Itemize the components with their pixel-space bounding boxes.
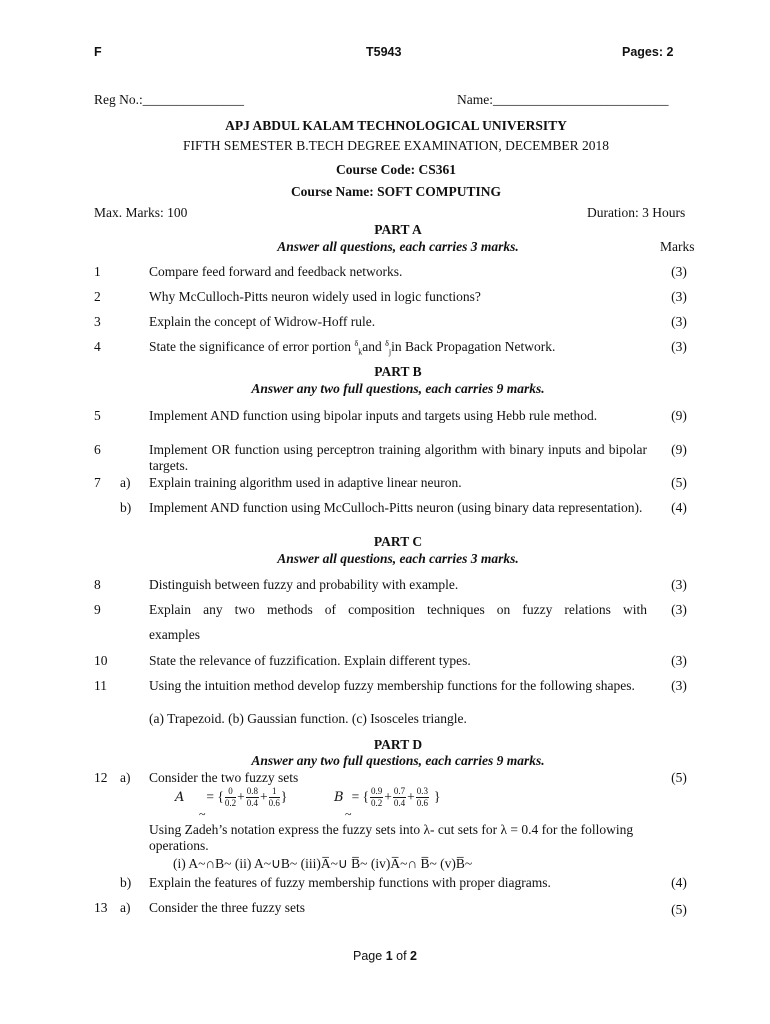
part-c-title: PART C [373,534,423,549]
set-b-term-2: $\frac{0.7}{0.4}$ [393,786,406,808]
name-field: Name:__________________________ [457,92,669,107]
q12a-text: Consider the two fuzzy sets [149,770,299,785]
q10-marks: (3) [671,653,687,668]
part-b-instruction: Answer any two full questions, each carries 9 marks. [251,381,545,396]
q7b-text: Implement AND function using McCulloch-Pitts neuron (using binary data representation). [149,500,643,515]
q13a-label: a) [120,900,131,915]
q7-number: 7 [94,475,101,490]
q7a-text: Explain training algorithm used in adaptive linear neuron. [149,475,462,490]
q13a-text: Consider the three fuzzy sets [149,900,305,915]
part-c-instruction: Answer all questions, each carries 3 marks. [277,551,519,566]
max-marks: Max. Marks: 100 [94,205,188,220]
part-a-instruction: Answer all questions, each carries 3 marks. [277,239,519,254]
fuzzy-set-a: A = { $\frac{0}{0.2}$ + $\frac{0.8}{0.4}$ + $\frac{1}{0.6}$ } [175,786,288,808]
current-page: 1 [385,949,393,963]
total-pages: 2 [410,949,417,963]
part-b-title: PART B [374,364,422,379]
fuzzy-set-b: B = { $\frac{0.9}{0.2}$ + $\frac{0.7}{0.4}$ + $\frac{0.3}{0.6}$ } [334,786,441,808]
q12b-label: b) [120,875,132,890]
q8-marks: (3) [671,577,687,592]
q12a-lambda-text: Using Zadeh’s notation express the fuzzy sets into λ- cut sets for λ = 0.4 for the following operations. [149,822,634,853]
exam-title: FIFTH SEMESTER B.TECH DEGREE EXAMINATION, DECEMBER 2018 [182,138,609,153]
q3-text: Explain the concept of Widrow-Hoff rule. [149,314,376,329]
q9-marks: (3) [671,602,687,617]
q5-number: 5 [94,408,101,423]
q1-text: Compare feed forward and feedback networks. [149,264,403,279]
university-title: APJ ABDUL KALAM TECHNOLOGICAL UNIVERSITY [225,118,567,133]
tilde-b: ~ [345,807,352,821]
q13-number: 13 [94,900,108,915]
q6-text: Implement OR function using perceptron training algorithm with binary inputs and bipolar targets. [149,442,647,473]
q2-text: Why McCulloch-Pitts neuron widely used in logic functions? [149,289,481,304]
delta-k-symbol: δ [354,339,359,348]
q11-marks: (3) [671,678,687,693]
set-a-name: A [175,790,185,806]
q7a-label: a) [120,475,131,490]
q11-text: Using the intuition method develop fuzzy membership functions for the following shapes. [149,678,635,693]
q4-text: State the significance of error portion $^\delta_k$and $^\delta_j$in Back Propagation Network. [149,339,556,357]
q2-marks: (3) [671,289,687,304]
q12a-operations: (i) A~∩B~ (ii) A~∪B~ (iii)A̅~∪ B̅~ (iv)A̅~∩ B̅~ (v)B̅~ [173,856,473,871]
part-d-instruction: Answer any two full questions, each carries 9 marks. [251,753,545,768]
set-b-name: B [334,790,344,806]
set-a-term-2: $\frac{0.8}{0.4}$ [246,786,258,808]
q5-text: Implement AND function using bipolar inputs and targets using Hebb rule method. [149,408,598,423]
q1-marks: (3) [671,264,687,279]
tilde-a: ~ [199,807,206,821]
header-left: F [94,45,102,59]
q4-marks: (3) [671,339,687,354]
q4-number: 4 [94,339,101,354]
q9-text: Explain any two methods of composition techniques on fuzzy relations with [149,602,647,617]
page-count: Pages: 2 [622,45,674,59]
q7b-label: b) [120,500,132,515]
q12b-text: Explain the features of fuzzy membership functions with proper diagrams. [149,875,551,890]
q3-number: 3 [94,314,101,329]
set-a-term-3: $\frac{1}{0.6}$ [268,786,280,808]
q8-number: 8 [94,577,101,592]
part-d-title: PART D [373,737,423,752]
q6-number: 6 [94,442,101,457]
set-a-term-1: $\frac{0}{0.2}$ [224,786,237,808]
q6-marks: (9) [671,442,687,457]
q12-number: 12 [94,770,108,785]
q9-text-cont: examples [149,627,200,642]
q12b-marks: (4) [671,875,687,890]
q10-text: State the relevance of fuzzification. Explain different types. [149,653,471,668]
part-a-title: PART A [374,222,422,237]
q8-text: Distinguish between fuzzy and probability with example. [149,577,459,592]
paper-code: T5943 [366,45,402,59]
duration: Duration: 3 Hours [587,205,686,220]
course-name: Course Name: SOFT COMPUTING [290,184,502,199]
q13a-marks: (5) [671,902,687,917]
q7a-marks: (5) [671,475,687,490]
q7b-marks: (4) [671,500,687,515]
q3-marks: (3) [671,314,687,329]
q10-number: 10 [94,653,108,668]
set-b-term-1: $\frac{0.9}{0.2}$ [371,786,383,808]
q2-number: 2 [94,289,101,304]
q1-number: 1 [94,264,101,279]
q12a-marks: (5) [671,770,687,785]
q5-marks: (9) [671,408,687,423]
course-code: Course Code: CS361 [336,162,456,177]
q12a-label: a) [120,770,131,785]
q11-number: 11 [94,678,107,693]
page-footer: Page 1 of 2 [353,949,417,963]
q11-shapes: (a) Trapezoid. (b) Gaussian function. (c) Isosceles triangle. [149,711,467,726]
reg-no-field: Reg No.:_______________ [94,92,244,107]
marks-label: Marks [660,239,695,254]
q9-number: 9 [94,602,101,617]
set-b-term-3: $\frac{0.3}{0.6}$ [416,786,429,808]
delta-j-symbol: δ [385,339,389,348]
